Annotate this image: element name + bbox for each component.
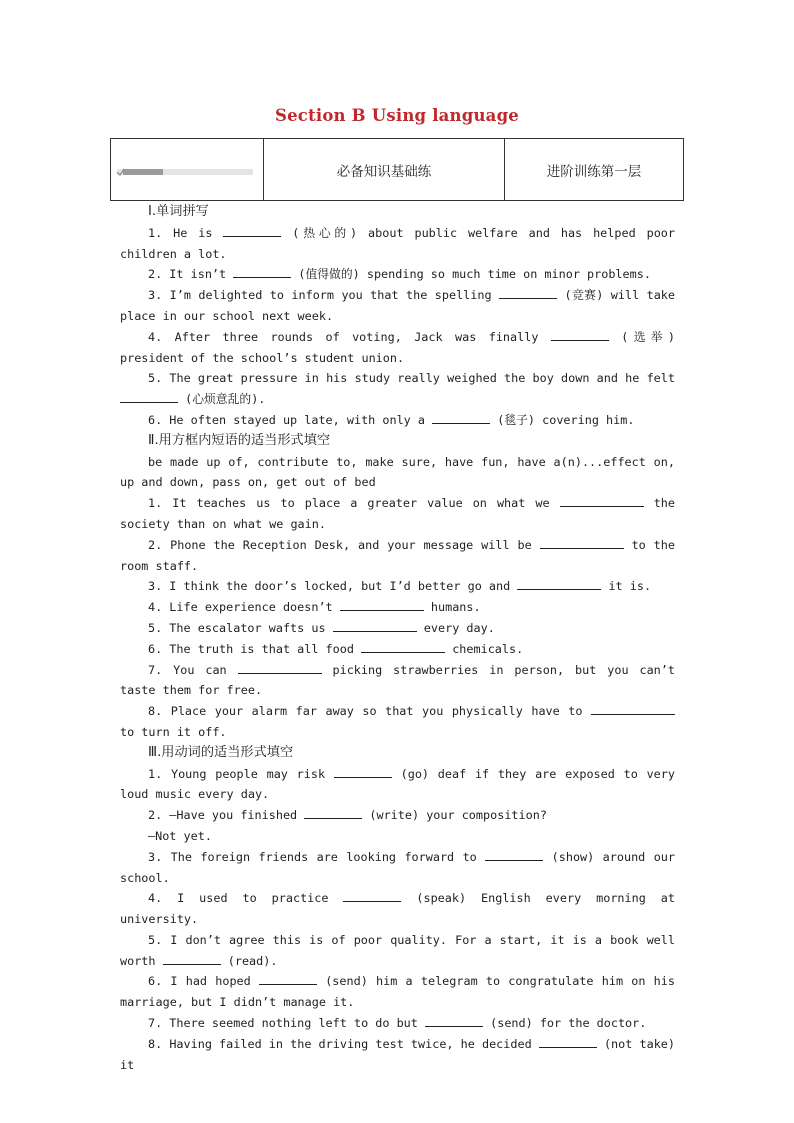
answer-blank[interactable] [163, 952, 221, 965]
page-title: Section B Using language [274, 106, 520, 125]
logo-cell [111, 139, 264, 201]
question: 4. Life experience doesn’t humans. [148, 600, 481, 615]
question: 7. There seemed nothing left to do but (send) for the doctor. [148, 1016, 647, 1031]
answer-blank[interactable] [223, 224, 281, 237]
answer-line: —Not yet. [148, 828, 212, 843]
answer-blank[interactable] [560, 494, 644, 507]
question: 2. Phone the Reception Desk, and your message will be to the room staff. [120, 537, 675, 573]
answer-blank[interactable] [485, 848, 543, 861]
question: 6. He often stayed up late, with only a (毯子) covering him. [148, 412, 635, 427]
answer-blank[interactable] [539, 1035, 597, 1048]
question: 3. I’m delighted to inform you that the spelling (竞赛) will take place in our school next week. [120, 288, 676, 323]
question: 3. The foreign friends are looking forward to (show) around our school. [120, 849, 676, 885]
question: 1. Young people may risk (go) deaf if they are exposed to very loud music every day. [120, 766, 675, 802]
question: 5. The great pressure in his study really weighed the boy down and he felt (心烦意乱的). [120, 368, 675, 410]
section-heading-2: Ⅱ.用方框内短语的适当形式填空 [148, 432, 331, 448]
progress-logo-icon [117, 168, 253, 176]
question: 5. The escalator wafts us every day. [148, 620, 495, 635]
question: 5. I don’t agree this is of poor quality. For a start, it is a book well worth (read). [120, 932, 675, 968]
header-table [110, 138, 684, 201]
question: 1. It teaches us to place a greater value on what we the society than on what we gain. [120, 496, 675, 531]
answer-blank[interactable] [340, 598, 424, 611]
answer-blank[interactable] [540, 536, 624, 549]
answer-blank[interactable] [334, 765, 392, 778]
answer-blank[interactable] [120, 390, 178, 403]
question: 8. Place your alarm far away so that you physically have to to turn it off. [120, 701, 675, 743]
answer-blank[interactable] [551, 328, 609, 341]
question: 6. I had hoped (send) him a telegram to congratulate him on his marriage, but I didn’t manage it. [120, 974, 675, 1010]
section-heading-1: Ⅰ.单词拼写 [148, 204, 209, 219]
answer-blank[interactable] [259, 972, 317, 985]
exercise-content [120, 202, 675, 1075]
question: 2. —Have you finished (write) your composition? [148, 808, 547, 823]
question: 7. You can picking strawberries in person, but you can’t taste them for free. [120, 662, 675, 698]
answer-blank[interactable] [333, 619, 417, 632]
answer-blank[interactable] [432, 411, 490, 424]
answer-blank[interactable] [499, 286, 557, 299]
question: 3. I think the door’s locked, but I’d better go and it is. [148, 579, 652, 594]
question: 8. Having failed in the driving test twice, he decided (not take) it [120, 1036, 675, 1072]
answer-blank[interactable] [233, 265, 291, 278]
answer-blank[interactable] [517, 577, 601, 590]
answer-blank[interactable] [361, 640, 445, 653]
answer-blank[interactable] [304, 806, 362, 819]
answer-blank[interactable] [591, 702, 675, 715]
header-cell-advanced: 进阶训练第一层 [505, 139, 684, 201]
question: 4. After three rounds of voting, Jack was finally (选举) president of the school’s student union. [120, 329, 676, 365]
question: 2. It isn’t (值得做的) spending so much time on minor problems. [148, 267, 651, 282]
question: 6. The truth is that all food chemicals. [148, 641, 524, 656]
section-heading-3: Ⅲ.用动词的适当形式填空 [148, 744, 294, 760]
phrase-box: be made up of, contribute to, make sure, have fun, have a(n)...effect on, up and down, pass on, get out of bed [120, 454, 675, 490]
question: 1. He is (热心的) about public welfare and has helped poor children a lot. [120, 225, 676, 261]
header-cell-basic: 必备知识基础练 [264, 139, 505, 201]
answer-blank[interactable] [238, 661, 322, 674]
answer-blank[interactable] [425, 1014, 483, 1027]
question: 4. I used to practice (speak) English every morning at university. [120, 891, 675, 927]
answer-blank[interactable] [343, 889, 401, 902]
